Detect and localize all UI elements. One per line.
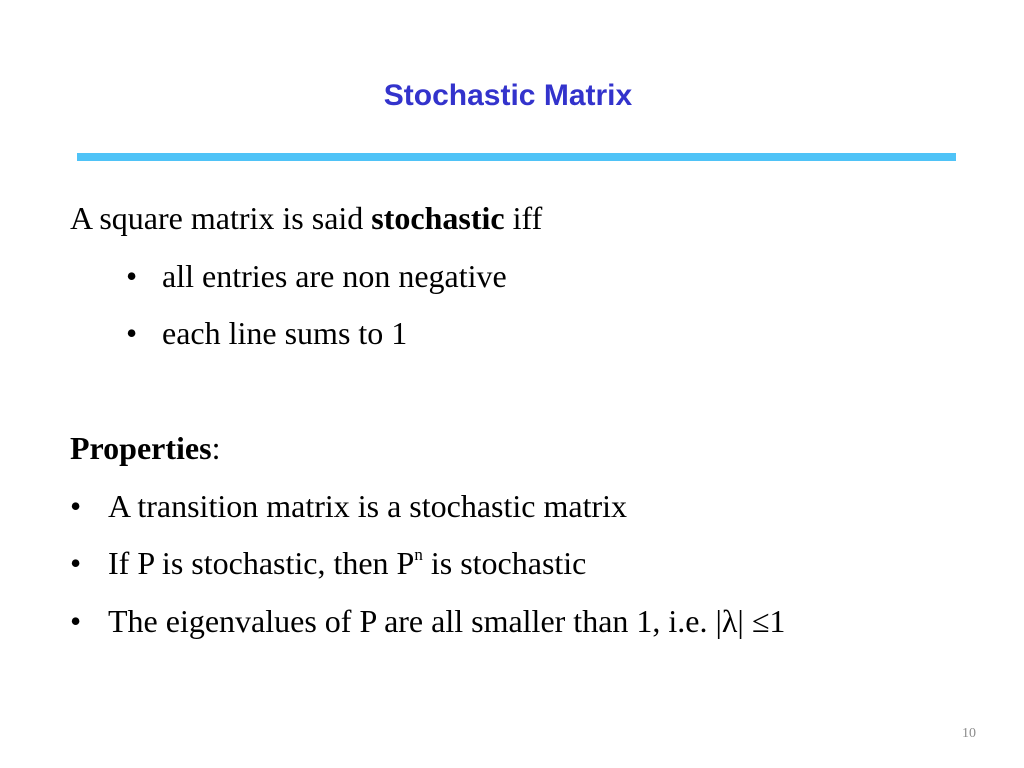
bullet-icon: • (70, 603, 82, 639)
bullet-icon: • (70, 488, 82, 524)
condition-text: all entries are non negative (162, 258, 507, 294)
definition-line (70, 198, 542, 238)
properties-heading (70, 428, 220, 468)
page-number: 10 (962, 726, 976, 741)
bullet-icon: • (126, 315, 138, 351)
property-text-suffix: is stochastic (422, 545, 587, 581)
bullet-icon: • (126, 258, 138, 294)
definition-prefix: A square matrix is said (70, 200, 372, 236)
property-text: A transition matrix is a stochastic matrix (108, 488, 628, 524)
title-underline (77, 153, 956, 161)
condition-text: each line sums to 1 (162, 315, 408, 351)
properties-heading-colon: : (211, 430, 221, 466)
property-item (70, 601, 785, 641)
definition-term: stochastic (371, 200, 505, 236)
property-item (70, 486, 627, 526)
property-text: The eigenvalues of P are all smaller than 1, i.e. |λ| ≤1 (108, 603, 786, 639)
slide-title: Stochastic Matrix (383, 79, 633, 112)
bullet-icon: • (70, 545, 82, 581)
properties-heading-text: Properties (70, 430, 212, 466)
condition-item (126, 313, 407, 353)
condition-item (126, 256, 507, 296)
property-text-prefix: If P is stochastic, then P (108, 545, 415, 581)
property-item (70, 543, 586, 583)
definition-suffix: iff (504, 200, 543, 236)
property-superscript: n (414, 545, 423, 564)
